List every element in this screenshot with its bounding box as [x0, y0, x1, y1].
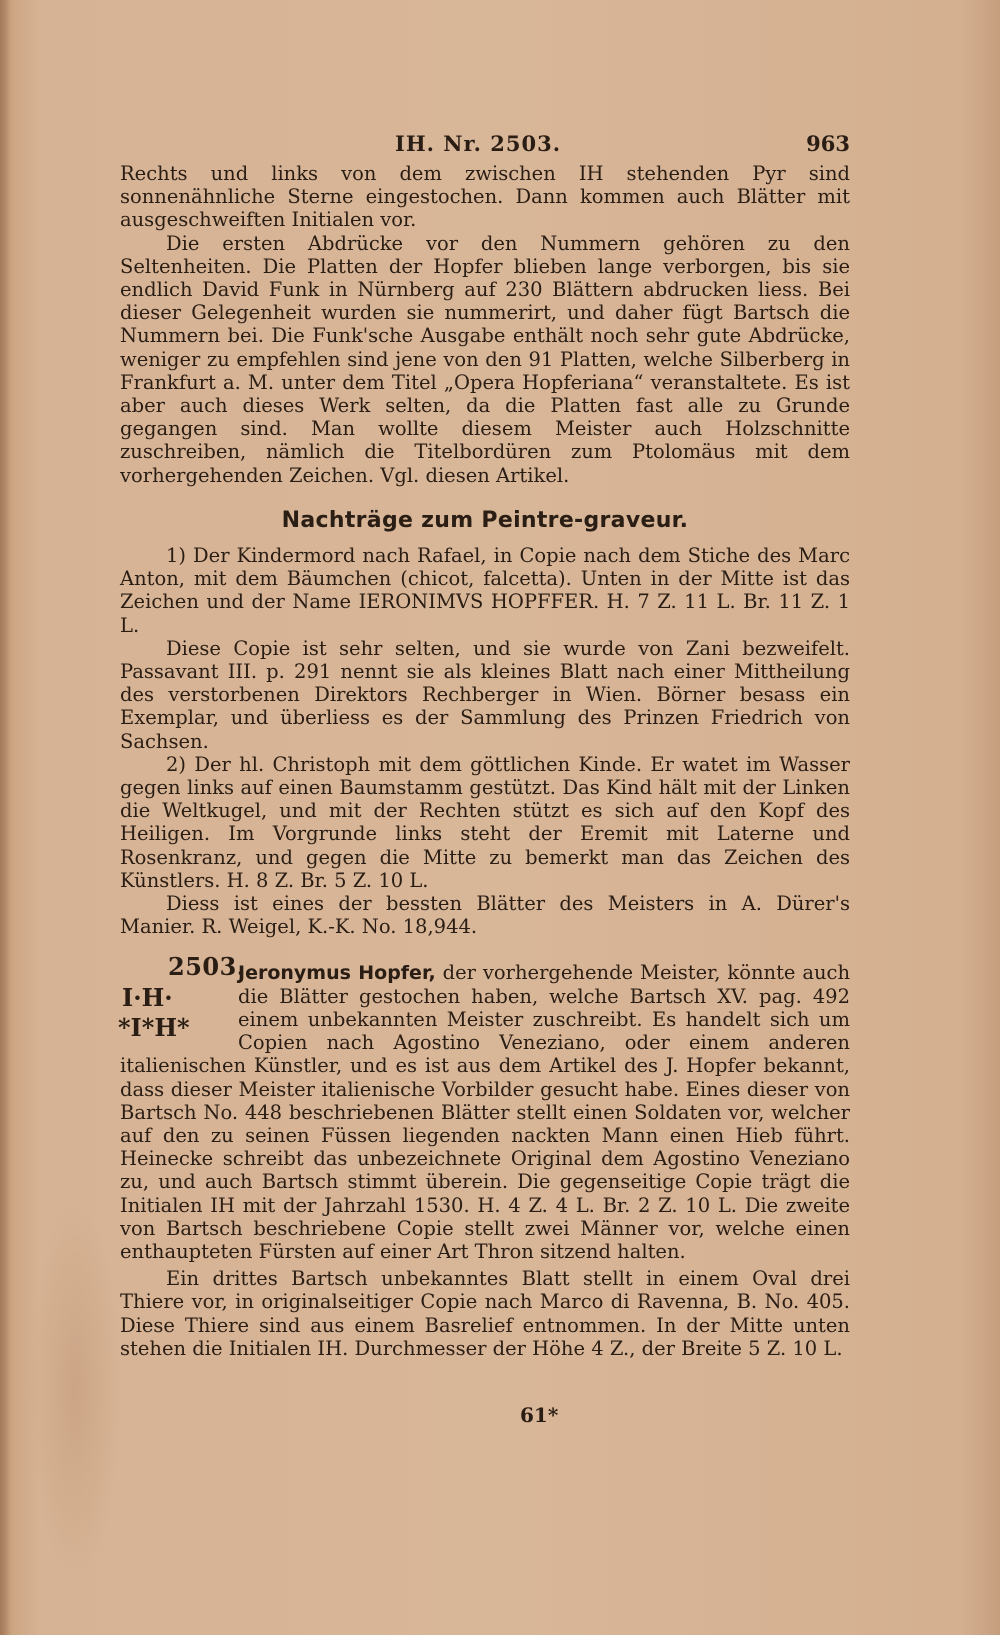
paragraph-editions: Die ersten Abdrücke vor den Nummern gehören zu den Seltenheiten. Die Platten der Hopfer blieben lange verborgen, bis sie endlich David Funk in Nürnberg auf 230 Blättern abdrucken liess. Bei dieser Gelegenheit wurden sie nummerirt, und daher fügt Bartsch die Nummern bei. Die Funk'sche Ausgabe enthält noch sehr gute Abdrücke, weniger zu empfehlen sind jene von den 91 Platten, welche Silberberg in Frankfurt a. M. unter dem Titel „Opera Hopferiana“ veranstaltete. Es ist aber auch dieses Werk selten, da die Platten fast alle zu Grunde gegangen sind. Man wollte diesem Meister auch Holzschnitte zuschreiben, nämlich die Titelbordüren zum Ptolomäus mit dem vorhergehenden Zeichen. Vgl. diesen Artikel.	[120, 231, 850, 487]
running-title: IH. Nr. 2503.	[395, 131, 561, 156]
supplement-item-2: 2) Der hl. Christoph mit dem göttlichen Kinde. Er watet im Wasser gegen links auf einen Baumstamm gestützt. Das Kind hält mit der Linken die Weltkugel, und mit der Rechten stützt es sich auf den Kopf des Heiligen. Im Vorgrunde links steht der Eremit mit Laterne und Rosenkranz, und gegen die Mitte zu bemerkt man das Zeichen des Künstlers. H. 8 Z. Br. 5 Z. 10 L.	[120, 752, 850, 892]
entry-marker-box	[118, 951, 246, 1053]
entry-text: der vorhergehende Meister, könnte auch die Blätter gestochen haben, welche Bartsch XV. pag. 492 einem unbekannten Meister zuschreibt. Es handelt sich um Copien nach Agostino Veneziano, oder einem anderen italienischen Künstler, und es ist aus dem Artikel des J. Hopfer bekannt, dass dieser Meister italienische Vorbilder gesucht habe. Eines dieser von Bartsch No. 448 beschriebenen Blätter stellt einen Soldaten vor, welcher auf den zu seinen Füssen liegenden nackten Mann einen Hieb führt. Heinecke schreibt das unbezeichnete Original dem Agostino Veneziano zu, und auch Bartsch stimmt überein. Die gegenseitige Copie trägt die Initialen IH mit der Jahrzahl 1530. H. 4 Z. 4 L. Br. 2 Z. 10 L. Die zweite von Bartsch beschriebene Copie stellt zwei Männer vor, welche einen enthaupteten Fürsten auf einer Art Thron sitzend halten.	[120, 960, 851, 1263]
signature-mark: 61*	[520, 1403, 559, 1427]
supplement-item-1: 1) Der Kindermord nach Rafael, in Copie nach dem Stiche des Marc Anton, mit dem Bäumchen (chicot, falcetta). Unten in der Mitte ist das Zeichen und der Name IERONIMVS HOPFFER. H. 7 Z. 11 L. Br. 11 Z. 1 L.	[120, 544, 850, 637]
supplement-note-2: Diess ist eines der bessten Blätter des Meisters in A. Dürer's Manier. R. Weigel, K.-K. No. 18,944.	[120, 892, 850, 939]
entry-number: 2503.	[168, 951, 246, 981]
entry-2503	[118, 951, 851, 1360]
entry-last-paragraph: Ein drittes Bartsch unbekanntes Blatt stellt in einem Oval drei Thiere vor, in originalseitiger Copie nach Marco di Ravenna, B. No. 405. Diese Thiere sind aus einem Basrelief entnommen. In der Mitte unten stehen die Initialen IH. Durchmesser der Höhe 4 Z., der Breite 5 Z. 10 L.	[120, 1267, 850, 1360]
monogram-line-2: *I*H*	[118, 1012, 190, 1042]
page-gutter	[0, 0, 10, 1635]
monogram-line-1: I·H·	[122, 982, 173, 1012]
entry-lead-name: Jeronymus Hopfer,	[238, 961, 436, 984]
paper-stain	[30, 1200, 120, 1580]
section-title: Nachträge zum Peintre-graveur.	[281, 507, 689, 533]
supplement-note-1: Diese Copie ist sehr selten, und sie wurde von Zani bezweifelt. Passavant III. p. 291 nennt sie als kleines Blatt nach einer Mittheilung des verstorbenen Direktors Rechberger in Wien. Börner besass ein Exemplar, und überliess es der Sammlung des Prinzen Friedrich von Sachsen.	[120, 636, 850, 753]
monogram-mark	[118, 983, 230, 1055]
text-column	[120, 128, 850, 1360]
paragraph-intro: Rechts und links von dem zwischen IH stehenden Pyr sind sonnenähnliche Sterne eingestochen. Dann kommen auch Blätter mit ausgeschweiften Initialen vor.	[120, 162, 850, 232]
running-header	[120, 128, 850, 162]
page-number: 963	[806, 131, 850, 156]
